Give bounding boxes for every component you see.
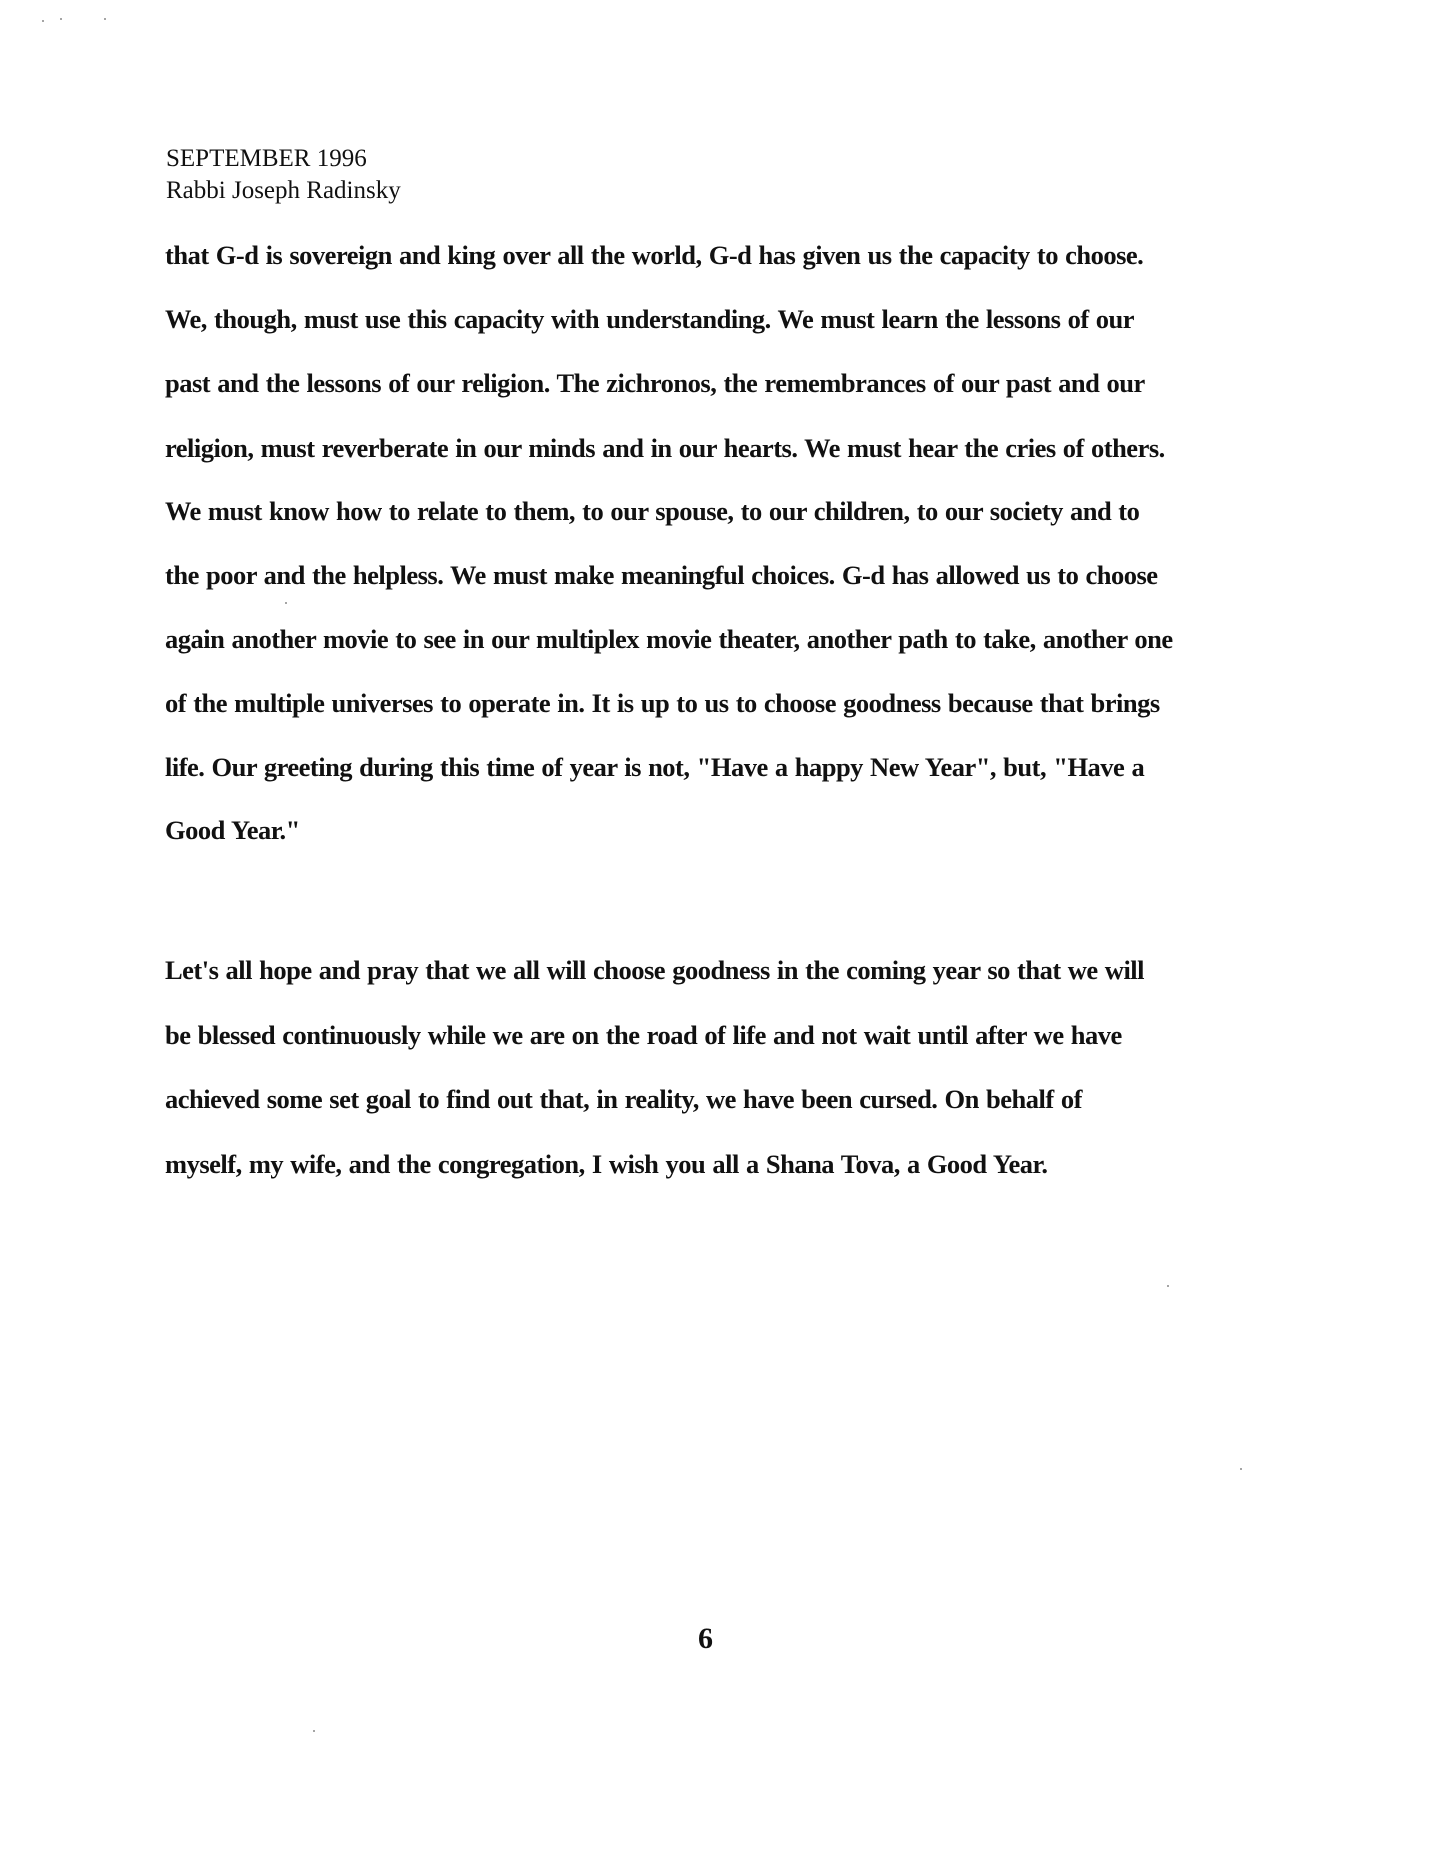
paragraph-1-line: again another movie to see in our multiplex movie theater, another path to take, another one (165, 624, 1173, 654)
header-author: Rabbi Joseph Radinsky (166, 177, 401, 204)
paragraph-1-line: life. Our greeting during this time of year is not, "Have a happy New Year", but, "Have a (165, 752, 1145, 782)
scan-speck (104, 18, 106, 20)
scan-speck (60, 18, 62, 20)
document-header (166, 143, 401, 207)
paragraph-2-line: be blessed continuously while we are on the road of life and not wait until after we have (165, 1020, 1122, 1050)
scan-speck (313, 1730, 315, 1732)
page-number: 6 (698, 1622, 713, 1655)
paragraph-2-line: achieved some set goal to find out that, in reality, we have been cursed. On behalf of (165, 1084, 1082, 1114)
header-date: SEPTEMBER 1996 (166, 145, 367, 172)
paragraph-1-line: of the multiple universes to operate in. It is up to us to choose goodness because that brings (165, 688, 1160, 718)
paragraph-2-line: Let's all hope and pray that we all will choose goodness in the coming year so that we will (165, 955, 1145, 985)
paragraph-1-line: We must know how to relate to them, to our spouse, to our children, to our society and to (165, 496, 1140, 526)
paragraph-1-line: religion, must reverberate in our minds and in our hearts. We must hear the cries of others. (165, 433, 1165, 463)
paragraph-1-line: the poor and the helpless. We must make meaningful choices. G-d has allowed us to choose (165, 560, 1158, 590)
scan-speck (1167, 1285, 1169, 1287)
paragraph-1-line: We, though, must use this capacity with understanding. We must learn the lessons of our (165, 304, 1135, 334)
paragraph-2-line: myself, my wife, and the congregation, I wish you all a Shana Tova, a Good Year. (165, 1149, 1048, 1179)
paragraph-1-line: Good Year." (165, 815, 300, 845)
scan-speck (285, 602, 287, 604)
paragraph-1-line: that G-d is sovereign and king over all the world, G-d has given us the capacity to choose. (165, 240, 1144, 270)
scan-speck (42, 20, 44, 22)
scan-speck (1240, 1468, 1242, 1470)
paragraph-1-line: past and the lessons of our religion. The zichronos, the remembrances of our past and our (165, 368, 1145, 398)
